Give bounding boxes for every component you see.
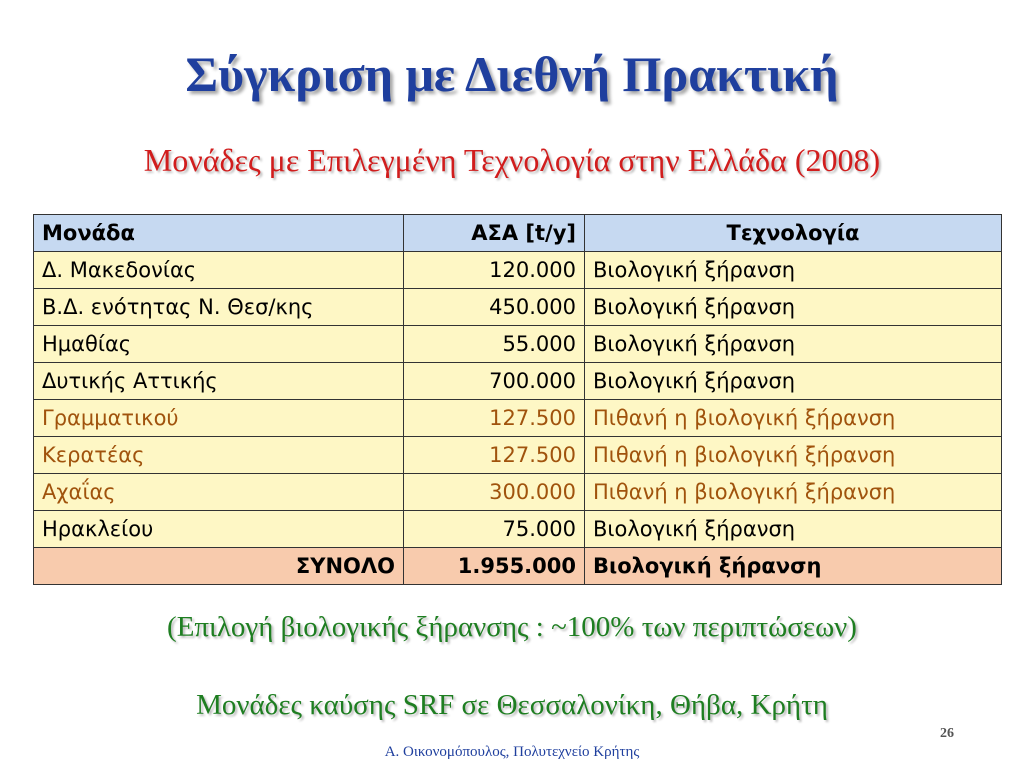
cell-asa: 75.000: [404, 511, 585, 548]
header-asa: ΑΣΑ [t/y]: [404, 215, 585, 252]
table-row: [34, 474, 1002, 511]
cell-technology: Πιθανή η βιολογική ξήρανση: [585, 400, 1002, 437]
table-row: [34, 437, 1002, 474]
cell-asa: 55.000: [404, 326, 585, 363]
table-row: [34, 252, 1002, 289]
cell-asa: 450.000: [404, 289, 585, 326]
selection-note: (Επιλογή βιολογικής ξήρανσης : ~100% των περιπτώσεων): [167, 611, 857, 643]
units-table: [33, 214, 1002, 585]
cell-asa: 127.500: [404, 437, 585, 474]
header-unit: Μονάδα: [34, 215, 404, 252]
table-row: [34, 363, 1002, 400]
cell-technology: Βιολογική ξήρανση: [585, 326, 1002, 363]
srf-note: Μονάδες καύσης SRF σε Θεσσαλονίκη, Θήβα, Κρήτη: [196, 689, 828, 721]
cell-technology: Βιολογική ξήρανση: [585, 252, 1002, 289]
table-row: [34, 326, 1002, 363]
cell-unit: Ηρακλείου: [34, 511, 404, 548]
total-asa: 1.955.000: [404, 548, 585, 585]
table-row: [34, 511, 1002, 548]
cell-asa: 120.000: [404, 252, 585, 289]
table-row: [34, 289, 1002, 326]
table-body: [34, 252, 1002, 585]
cell-unit: Αχαΐας: [34, 474, 404, 511]
table-header-row: [34, 215, 1002, 252]
cell-technology: Βιολογική ξήρανση: [585, 289, 1002, 326]
cell-unit: Κερατέας: [34, 437, 404, 474]
cell-asa: 127.500: [404, 400, 585, 437]
cell-unit: Γραμματικού: [34, 400, 404, 437]
cell-unit: Δ. Μακεδονίας: [34, 252, 404, 289]
cell-technology: Πιθανή η βιολογική ξήρανση: [585, 474, 1002, 511]
header-technology: Τεχνολογία: [585, 215, 1002, 252]
total-label: ΣΥΝΟΛΟ: [34, 548, 404, 585]
footer-author: Α. Οικονομόπουλος, Πολυτεχνείο Κρήτης: [384, 744, 640, 760]
slide-subtitle: Μονάδες με Επιλεγμένη Τεχνολογία στην Ελλάδα (2008): [143, 142, 881, 178]
page-number: 26: [940, 726, 954, 741]
table-total-row: [34, 548, 1002, 585]
cell-unit: Δυτικής Αττικής: [34, 363, 404, 400]
cell-unit: Ημαθίας: [34, 326, 404, 363]
cell-asa: 700.000: [404, 363, 585, 400]
table-row: [34, 400, 1002, 437]
total-technology: Βιολογική ξήρανση: [585, 548, 1002, 585]
cell-technology: Βιολογική ξήρανση: [585, 511, 1002, 548]
cell-technology: Βιολογική ξήρανση: [585, 363, 1002, 400]
cell-asa: 300.000: [404, 474, 585, 511]
cell-technology: Πιθανή η βιολογική ξήρανση: [585, 437, 1002, 474]
slide-title: Σύγκριση με Διεθνή Πρακτική: [185, 46, 839, 102]
cell-unit: Β.Δ. ενότητας Ν. Θεσ/κης: [34, 289, 404, 326]
